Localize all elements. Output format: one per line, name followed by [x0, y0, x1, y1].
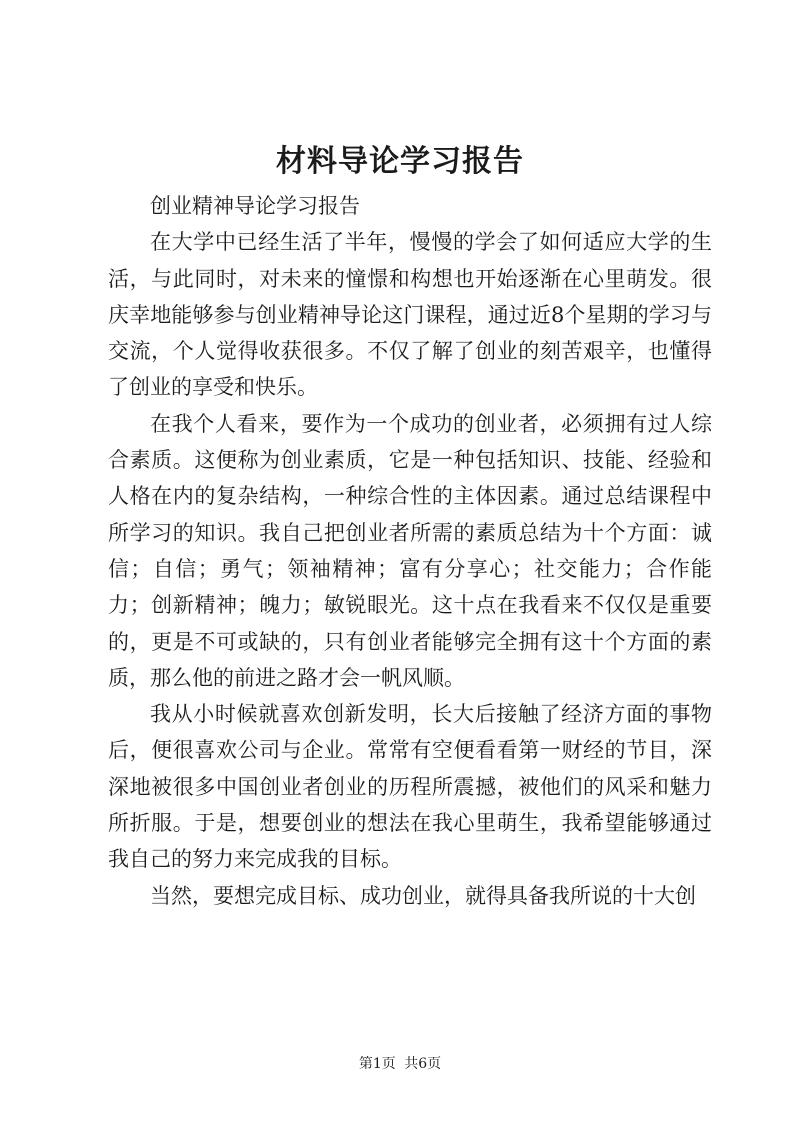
- paragraph-1: 在大学中已经生活了半年，慢慢的学会了如何适应大学的生活，与此同时，对未来的憧憬和构想也开始逐渐在心里萌发。很庆幸地能够参与创业精神导论这门课程，通过近8个星期的学习与交流，个人觉得收获很多。不仅了解了创业的刻苦艰辛，也懂得了创业的享受和快乐。: [108, 230, 712, 400]
- document-body: [108, 188, 712, 914]
- paragraph-4: 当然，要想完成目标、成功创业，就得具备我所说的十大创: [150, 883, 696, 908]
- page-footer: [0, 1054, 800, 1074]
- paragraph-3: 我从小时候就喜欢创新发明，长大后接触了经济方面的事物后，便很喜欢公司与企业。常常有空便看看第一财经的节目，深深地被很多中国创业者创业的历程所震撼，被他们的风采和魅力所折服。于是，想要创业的想法在我心里萌生，我希望能够通过我自己的努力来完成我的目标。: [108, 702, 712, 872]
- document-title: 材料导论学习报告: [276, 144, 524, 179]
- document-subtitle: 创业精神导论学习报告: [150, 194, 360, 218]
- paragraph-2: 在我个人看来，要作为一个成功的创业者，必须拥有过人综合素质。这便称为创业素质，它是一种包括知识、技能、经验和人格在内的复杂结构，一种综合性的主体因素。通过总结课程中所学习的知识。我自己把创业者所需的素质总结为十个方面：诚信；自信；勇气；领袖精神；富有分享心；社交能力；合作能力；创新精神；魄力；敏锐眼光。这十点在我看来不仅仅是重要的，更是不可或缺的，只有创业者能够完全拥有这十个方面的素质，那么他的前进之路才会一帆风顺。: [108, 411, 712, 690]
- page-total: 共6页: [404, 1056, 442, 1072]
- page-number: 第1页: [358, 1056, 396, 1072]
